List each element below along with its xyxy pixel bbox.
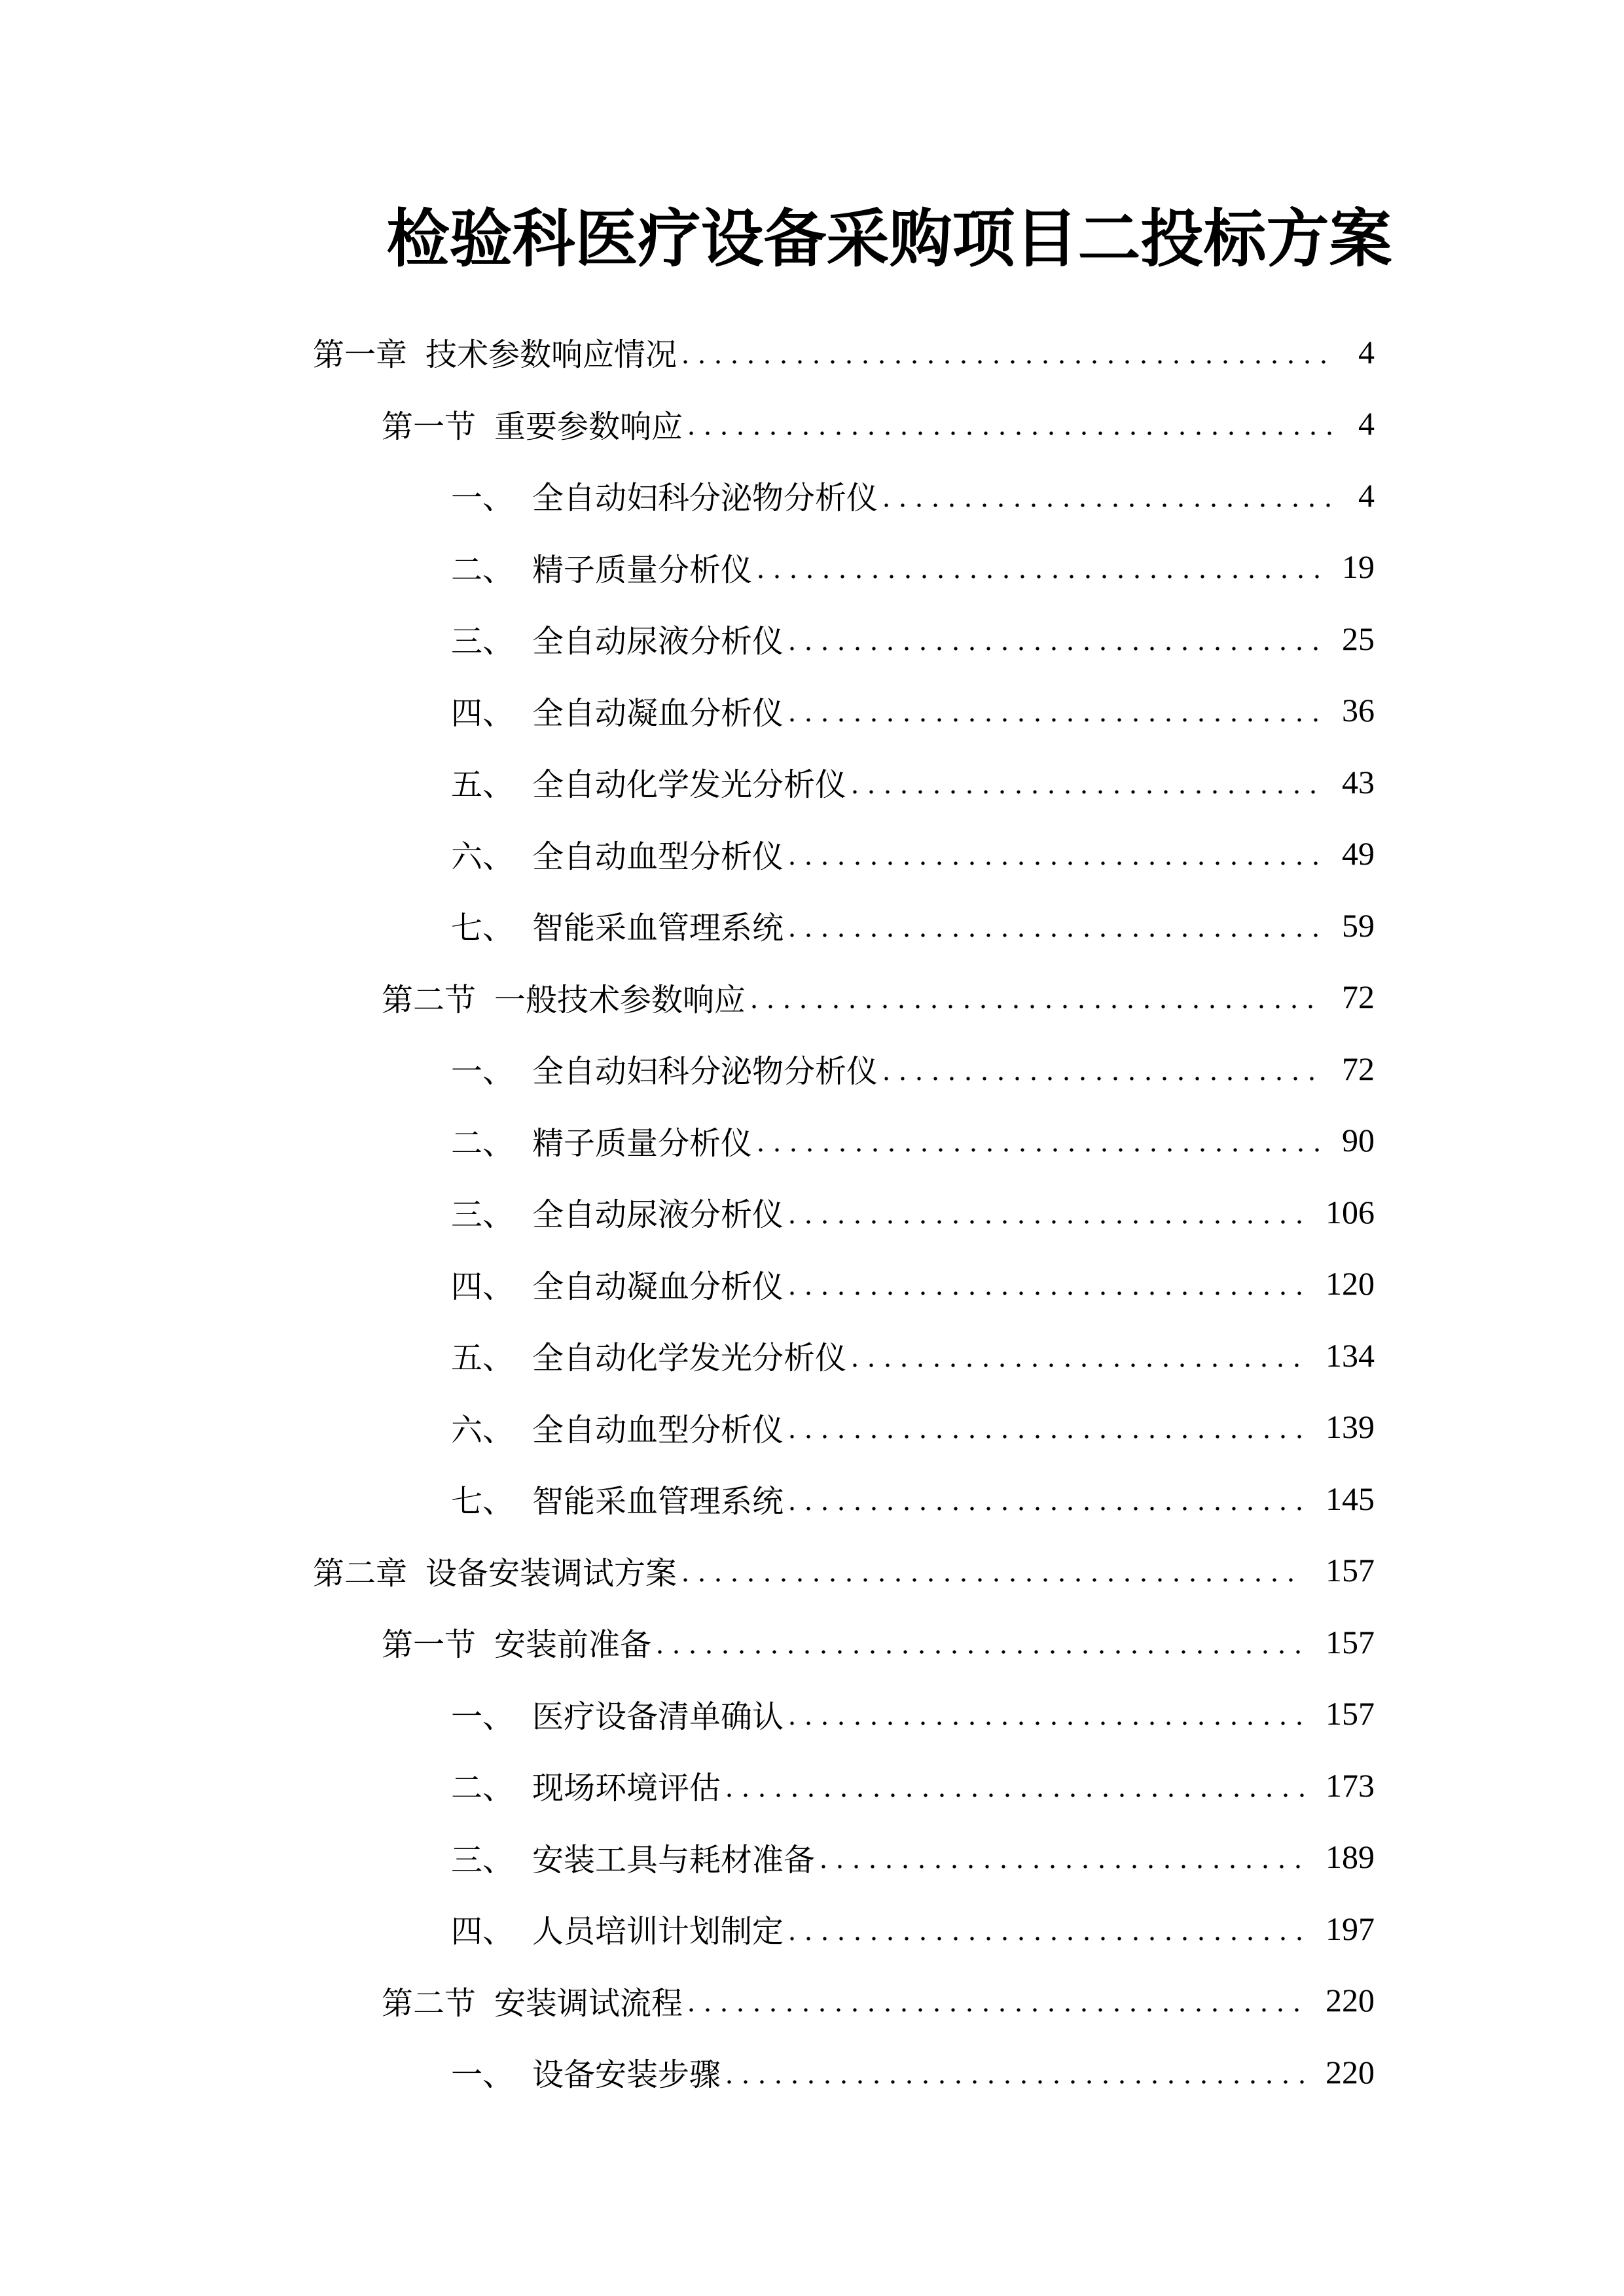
toc-entry-page-number: 157	[1326, 1623, 1375, 1660]
toc-entry-page-number: 25	[1342, 620, 1375, 657]
toc-entry[interactable]	[313, 459, 1375, 531]
dot-leader	[790, 1220, 1304, 1224]
toc-entry-number: 七、	[451, 1484, 514, 1520]
toc-entry-number: 一、	[451, 481, 514, 516]
toc-entry-label: 全自动化学发光分析仪	[532, 768, 847, 803]
toc-entry-label: 全自动化学发光分析仪	[532, 1341, 847, 1376]
toc-entry-label: 重要参数响应	[494, 409, 683, 444]
toc-entry-number: 四、	[451, 1914, 514, 1950]
toc-entry[interactable]	[313, 2036, 1375, 2108]
toc-entry-label: 现场环境评估	[532, 1771, 721, 1806]
toc-entry-page-number: 134	[1326, 1336, 1375, 1374]
toc-entry[interactable]	[313, 1319, 1375, 1391]
dot-leader	[658, 1650, 1304, 1654]
dot-leader	[790, 861, 1320, 865]
toc-entry[interactable]	[313, 388, 1375, 460]
toc-entry-label: 精子质量分析仪	[532, 1126, 753, 1161]
toc-entry-label: 设备安装步骤	[532, 2058, 721, 2093]
toc-entry-page-number: 90	[1342, 1122, 1375, 1159]
toc-entry[interactable]	[313, 1535, 1375, 1607]
toc-entry-label: 全自动尿液分析仪	[532, 1198, 784, 1233]
toc-entry-number: 三、	[451, 1198, 514, 1233]
dot-leader	[790, 647, 1320, 651]
toc-entry-label: 精子质量分析仪	[532, 552, 753, 588]
toc-entry-label: 智能采血管理系统	[532, 911, 784, 946]
toc-entry-page-number: 43	[1342, 763, 1375, 800]
toc-entry-label: 全自动血型分析仪	[532, 1412, 784, 1448]
toc-entry[interactable]	[313, 1678, 1375, 1750]
toc-entry[interactable]	[313, 1033, 1375, 1105]
toc-entry[interactable]	[313, 1105, 1375, 1177]
toc-entry-number: 四、	[451, 696, 514, 731]
toc-entry[interactable]	[313, 316, 1375, 388]
dot-leader	[884, 1077, 1320, 1081]
dot-leader	[884, 503, 1337, 507]
toc-entry-number: 第二章	[313, 1556, 408, 1591]
dot-leader	[821, 1865, 1304, 1869]
toc-entry-page-number: 145	[1326, 1480, 1375, 1517]
toc-entry[interactable]	[313, 531, 1375, 603]
toc-entry-number: 第一节	[382, 409, 477, 444]
dot-leader	[790, 1721, 1304, 1725]
toc-entry-number: 七、	[451, 911, 514, 946]
table-of-contents	[313, 316, 1375, 2108]
toc-entry[interactable]	[313, 1821, 1375, 1893]
toc-entry-number: 第一节	[382, 1628, 477, 1663]
toc-entry[interactable]	[313, 1248, 1375, 1320]
toc-entry-page-number: 4	[1358, 333, 1375, 370]
toc-entry-label: 智能采血管理系统	[532, 1484, 784, 1520]
dot-leader	[759, 1148, 1320, 1152]
toc-entry-label: 安装前准备	[494, 1628, 652, 1663]
toc-entry[interactable]	[313, 1391, 1375, 1463]
dot-leader	[790, 1435, 1304, 1439]
toc-entry-label: 全自动血型分析仪	[532, 839, 784, 874]
toc-entry-page-number: 197	[1326, 1910, 1375, 1947]
toc-entry-page-number: 4	[1358, 405, 1375, 442]
toc-entry-page-number: 157	[1326, 1552, 1375, 1589]
toc-entry-number: 第二节	[382, 1986, 477, 2021]
toc-entry[interactable]	[313, 675, 1375, 747]
toc-entry[interactable]	[313, 818, 1375, 890]
toc-entry-page-number: 19	[1342, 548, 1375, 586]
toc-entry[interactable]	[313, 1176, 1375, 1248]
toc-entry-number: 一、	[451, 1699, 514, 1734]
toc-entry-number: 第二节	[382, 982, 477, 1018]
toc-entry-label: 医疗设备清单确认	[532, 1699, 784, 1734]
dot-leader	[790, 1507, 1304, 1511]
toc-entry[interactable]	[313, 1749, 1375, 1821]
toc-entry-number: 四、	[451, 1269, 514, 1304]
dot-leader	[727, 1793, 1304, 1797]
dot-leader	[683, 360, 1337, 364]
dot-leader	[727, 2080, 1304, 2084]
toc-entry-number: 六、	[451, 839, 514, 874]
dot-leader	[790, 1291, 1304, 1295]
toc-entry-number: 一、	[451, 1054, 514, 1090]
toc-entry-label: 一般技术参数响应	[494, 982, 746, 1018]
toc-entry[interactable]	[313, 961, 1375, 1033]
toc-entry-page-number: 106	[1326, 1193, 1375, 1230]
toc-entry-page-number: 157	[1326, 1695, 1375, 1732]
toc-entry-number: 第一章	[313, 338, 408, 373]
toc-entry-number: 二、	[451, 1771, 514, 1806]
toc-entry-number: 五、	[451, 1341, 514, 1376]
dot-leader	[689, 2008, 1304, 2012]
dot-leader	[790, 1937, 1304, 1941]
toc-entry[interactable]	[313, 603, 1375, 675]
toc-entry-number: 一、	[451, 2058, 514, 2093]
toc-entry-number: 六、	[451, 1412, 514, 1448]
toc-entry-label: 全自动尿液分析仪	[532, 624, 784, 660]
toc-entry-page-number: 59	[1342, 906, 1375, 944]
toc-entry-page-number: 173	[1326, 1767, 1375, 1804]
toc-entry[interactable]	[313, 889, 1375, 961]
toc-entry-page-number: 120	[1326, 1265, 1375, 1302]
toc-entry-page-number: 49	[1342, 835, 1375, 872]
dot-leader	[683, 1578, 1304, 1582]
dot-leader	[759, 575, 1320, 579]
toc-entry-number: 三、	[451, 1842, 514, 1878]
toc-entry[interactable]	[313, 1606, 1375, 1678]
dot-leader	[790, 933, 1320, 937]
toc-entry-page-number: 72	[1342, 978, 1375, 1016]
dot-leader	[853, 1363, 1304, 1367]
toc-entry-label: 全自动妇科分泌物分析仪	[532, 481, 878, 516]
toc-entry-label: 安装工具与耗材准备	[532, 1842, 816, 1878]
toc-entry-page-number: 189	[1326, 1839, 1375, 1876]
toc-entry-page-number: 220	[1326, 2053, 1375, 2090]
toc-entry-label: 人员培训计划制定	[532, 1914, 784, 1950]
dot-leader	[689, 431, 1337, 435]
toc-entry[interactable]	[313, 1893, 1375, 1965]
dot-leader	[853, 790, 1320, 794]
dot-leader	[752, 1005, 1320, 1009]
toc-entry-label: 全自动凝血分析仪	[532, 1269, 784, 1304]
document-title: 检验科医疗设备采购项目二投标方案	[386, 204, 1392, 274]
toc-entry-number: 三、	[451, 624, 514, 660]
toc-entry-label: 全自动妇科分泌物分析仪	[532, 1054, 878, 1090]
toc-entry-page-number: 139	[1326, 1408, 1375, 1446]
toc-entry-label: 安装调试流程	[494, 1986, 683, 2021]
toc-entry[interactable]	[313, 1965, 1375, 2037]
toc-entry-page-number: 220	[1326, 1982, 1375, 2019]
toc-entry-number: 五、	[451, 768, 514, 803]
toc-entry-label: 技术参数响应情况	[425, 338, 677, 373]
toc-entry-page-number: 4	[1358, 476, 1375, 514]
toc-entry-label: 设备安装调试方案	[425, 1556, 677, 1591]
toc-entry-page-number: 72	[1342, 1050, 1375, 1087]
toc-entry-number: 二、	[451, 1126, 514, 1161]
toc-entry-page-number: 36	[1342, 692, 1375, 729]
dot-leader	[790, 718, 1320, 722]
toc-entry[interactable]	[313, 1463, 1375, 1535]
toc-entry-label: 全自动凝血分析仪	[532, 696, 784, 731]
toc-entry[interactable]	[313, 746, 1375, 818]
toc-entry-number: 二、	[451, 552, 514, 588]
